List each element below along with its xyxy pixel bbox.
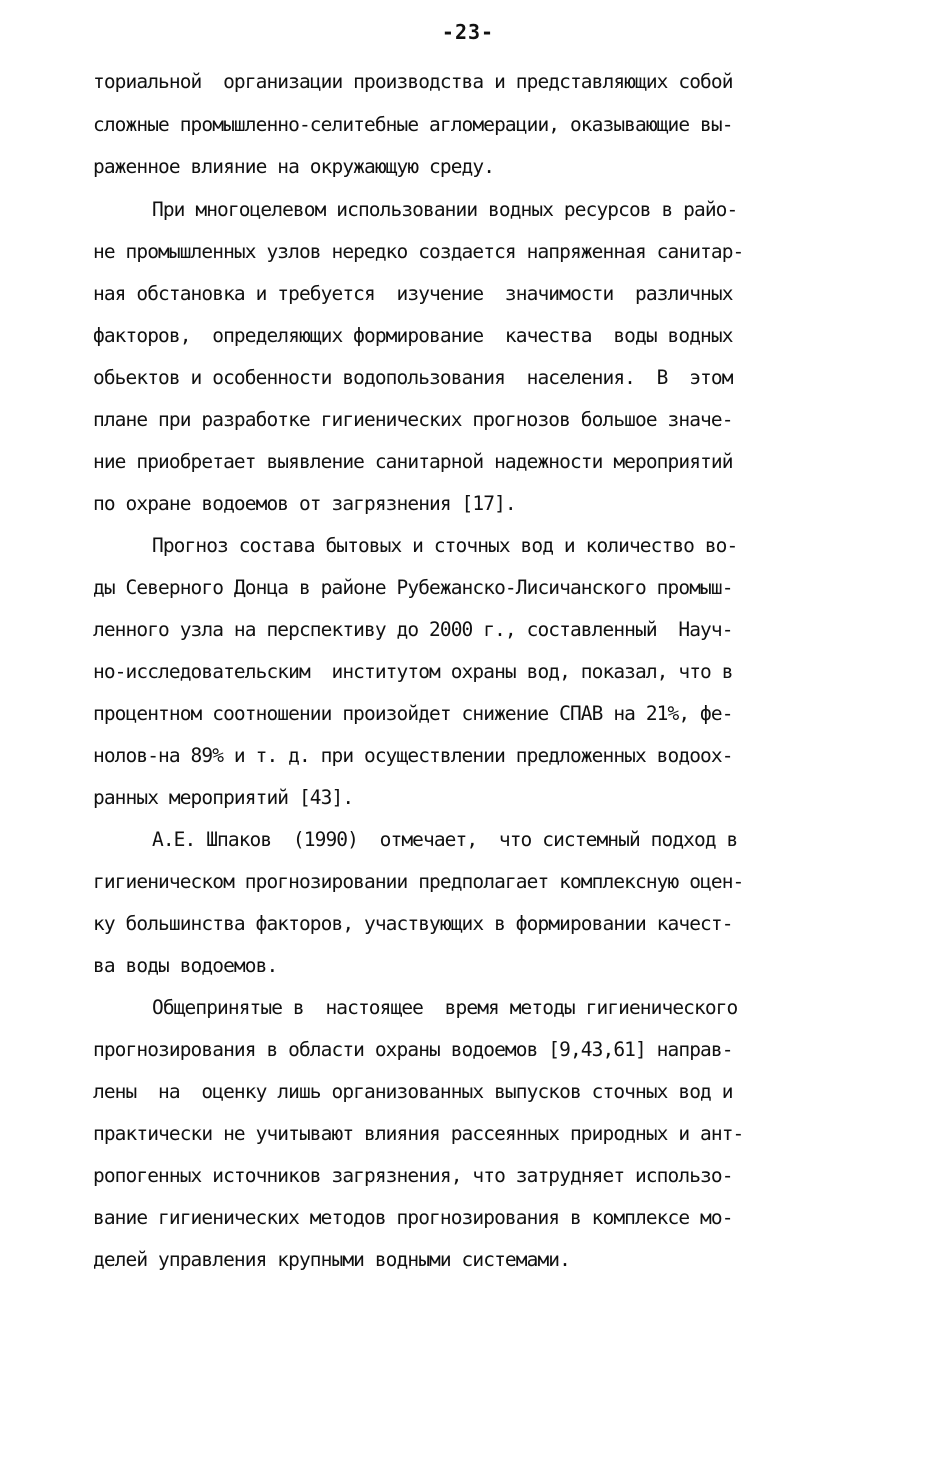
text-line: вание гигиенических методов прогнозирования в комплексе мо- [93, 1206, 733, 1229]
text-line: сложные промышленно-селитебные агломерации, оказывающие вы- [93, 113, 733, 136]
text-line: не промышленных узлов нередко создается напряженная санитар- [93, 240, 744, 263]
text-line: ку большинства факторов, участвующих в формировании качест- [93, 912, 733, 935]
text-line: ды Северного Донца в районе Рубежанско-Лисичанского промыш- [93, 576, 733, 599]
text-line: процентном соотношении произойдет снижение СПАВ на 21%, фе- [93, 702, 733, 725]
text-line: раженное влияние на окружающую среду. [93, 155, 495, 178]
text-line: ленного узла на перспективу до 2000 г., составленный Науч- [93, 618, 733, 641]
text-line: Общепринятые в настоящее время методы гигиенического [152, 996, 738, 1019]
text-line: практически не учитывают влияния рассеянных природных и ант- [93, 1122, 744, 1145]
text-line: ранных мероприятий [43]. [93, 786, 354, 809]
text-line: но-исследовательским институтом охраны вод, показал, что в [93, 660, 733, 683]
text-line: ние приобретает выявление санитарной надежности мероприятий [93, 450, 733, 473]
page-number: -23- [441, 20, 495, 44]
text-line: ропогенных источников загрязнения, что затрудняет использо- [93, 1164, 733, 1187]
text-line: прогнозирования в области охраны водоемов [9,43,61] направ- [93, 1038, 733, 1061]
text-line: плане при разработке гигиенических прогнозов большое значе- [93, 408, 733, 431]
text-line: Прогноз состава бытовых и сточных вод и количество во- [152, 534, 738, 557]
text-line: ная обстановка и требуется изучение значимости различных [93, 282, 733, 305]
text-line: ва воды водоемов. [93, 954, 278, 977]
text-line: нолов-на 89% и т. д. при осуществлении предложенных водоох- [93, 744, 733, 767]
text-line: А.Е. Шпаков (1990) отмечает, что системный подход в [152, 828, 738, 851]
text-line: гигиеническом прогнозировании предполагает комплексную оцен- [93, 870, 744, 893]
text-line: делей управления крупными водными системами. [93, 1248, 570, 1271]
text-line: ториальной организации производства и представляющих собой [93, 70, 733, 93]
text-line: по охране водоемов от загрязнения [17]. [93, 492, 516, 515]
text-line: лены на оценку лишь организованных выпусков сточных вод и [93, 1080, 733, 1103]
text-line: При многоцелевом использовании водных ресурсов в райо- [152, 198, 738, 221]
text-line: обьектов и особенности водопользования населения. В этом [93, 366, 733, 389]
text-line: факторов, определяющих формирование качества воды водных [93, 324, 733, 347]
